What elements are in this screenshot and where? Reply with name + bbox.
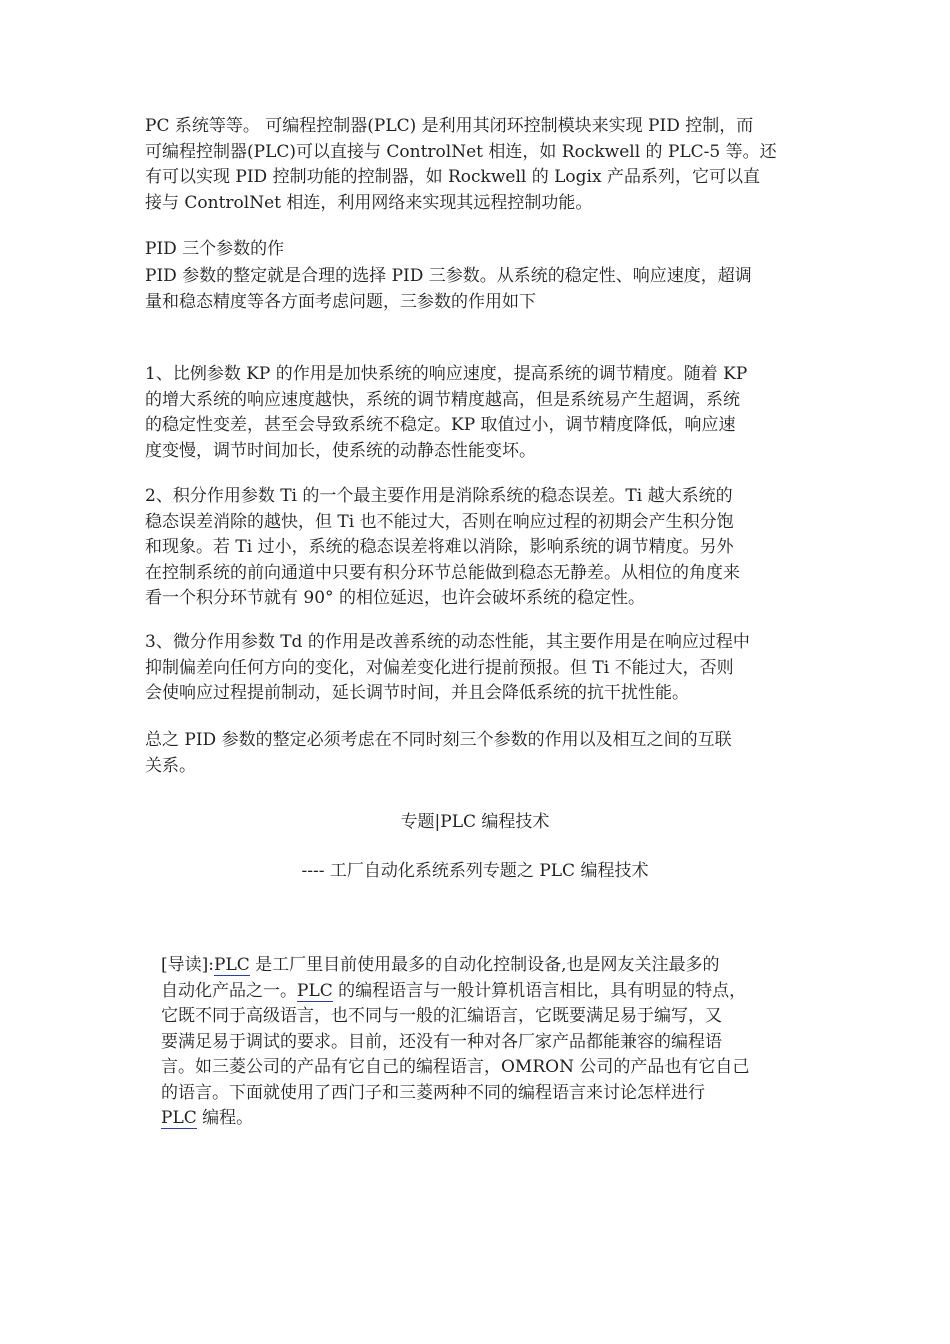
text-line: 要满足易于调试的要求。目前，还没有一种对各厂家产品都能兼容的编程语 [161, 1031, 722, 1052]
heading-text: PID 三个参数的作 [145, 239, 285, 259]
plc-link[interactable]: PLC [297, 980, 333, 1001]
text-line: PC 系统等等。 可编程控制器(PLC) 是利用其闭环控制模块来实现 PID 控制，而 [145, 116, 754, 136]
paragraph-td [145, 630, 810, 707]
text-line: 抑制偏差向任何方向的变化，对偏差变化进行提前预报。但 Ti 不能过大，否则 [145, 657, 734, 678]
paragraph-ti [145, 484, 810, 612]
text-line: 它既不同于高级语言，也不同与一般的汇编语言，它既要满足易于编写，又 [161, 1006, 722, 1026]
intro-label: [导读]: [161, 955, 214, 975]
text-span: 的编程语言与一般计算机语言相比，具有明显的特点， [332, 980, 747, 1001]
text-line: 3、微分作用参数 Td 的作用是改善系统的动态性能，其主要作用是在响应过程中 [145, 632, 750, 652]
topic-subtitle: ---- 工厂自动化系统系列专题之 PLC 编程技术 [301, 861, 649, 881]
text-line: 关系。 [145, 755, 196, 776]
text-line: 1、比例参数 KP 的作用是加快系统的响应速度，提高系统的调节精度。随着 KP [145, 364, 748, 384]
paragraph-plc-pid [145, 114, 810, 216]
text-line: 的增大系统的响应速度越快，系统的调节精度越高，但是系统易产生超调，系统 [145, 389, 740, 410]
text-line: 看一个积分环节就有 90° 的相位延迟，也许会破坏系统的稳定性。 [145, 588, 645, 608]
text-line: 有可以实现 PID 控制功能的控制器，如 Rockwell 的 Logix 产品系列，它可以直 [145, 167, 760, 187]
paragraph-summary [145, 728, 810, 779]
text-span: 编程。 [196, 1108, 254, 1128]
text-line: 可编程控制器(PLC)可以直接与 ControlNet 相连，如 Rockwell 的 PLC-5 等。还 [145, 141, 777, 162]
text-line: 接与 ControlNet 相连，利用网络来实现其远程控制功能。 [145, 192, 593, 213]
intro-paragraph [161, 953, 801, 1132]
text-span: 自动化产品之一。 [161, 980, 297, 1001]
text-line: 的稳定性变差，甚至会导致系统不稳定。KP 取值过小，调节精度降低，响应速 [145, 415, 736, 435]
text-line: 2、积分作用参数 Ti 的一个最主要作用是消除系统的稳态误差。Ti 越大系统的 [145, 486, 733, 506]
plc-link[interactable]: PLC [161, 1108, 197, 1128]
text-line [161, 1106, 801, 1132]
text-line: 量和稳态精度等各方面考虑问题，三参数的作用如下 [145, 291, 536, 312]
text-line: PID 参数的整定就是合理的选择 PID 三参数。从系统的稳定性、响应速度，超调 [145, 266, 752, 286]
text-line [161, 979, 801, 1005]
text-line [161, 953, 801, 979]
text-line: 会使响应过程提前制动，延长调节时间，并且会降低系统的抗干扰性能。 [145, 683, 689, 703]
text-line: 的语言。下面就使用了西门子和三菱两种不同的编程语言来讨论怎样进行 [161, 1082, 705, 1103]
text-line: 总之 PID 参数的整定必须考虑在不同时刻三个参数的作用以及相互之间的互联 [145, 730, 732, 750]
section-heading [145, 237, 810, 263]
text-line: 度变慢，调节时间加长，使系统的动静态性能变坏。 [145, 440, 536, 461]
plc-link[interactable]: PLC [214, 955, 250, 975]
topic-title: 专题|PLC 编程技术 [400, 812, 550, 832]
paragraph-pid-tuning [145, 264, 810, 315]
paragraph-kp [145, 362, 810, 464]
text-line: 稳态误差消除的越快，但 Ti 也不能过大，否则在响应过程的初期会产生积分饱 [145, 511, 734, 532]
text-line: 在控制系统的前向通道中只要有积分环节总能做到稳态无静差。从相位的角度来 [145, 562, 740, 583]
text-span: 是工厂里目前使用最多的自动化控制设备,也是网友关注最多的 [249, 955, 720, 975]
text-line: 言。如三菱公司的产品有它自己的编程语言，OMRON 公司的产品也有它自己 [161, 1057, 750, 1077]
text-line: 和现象。若 Ti 过小，系统的稳态误差将难以消除，影响系统的调节精度。另外 [145, 537, 734, 557]
